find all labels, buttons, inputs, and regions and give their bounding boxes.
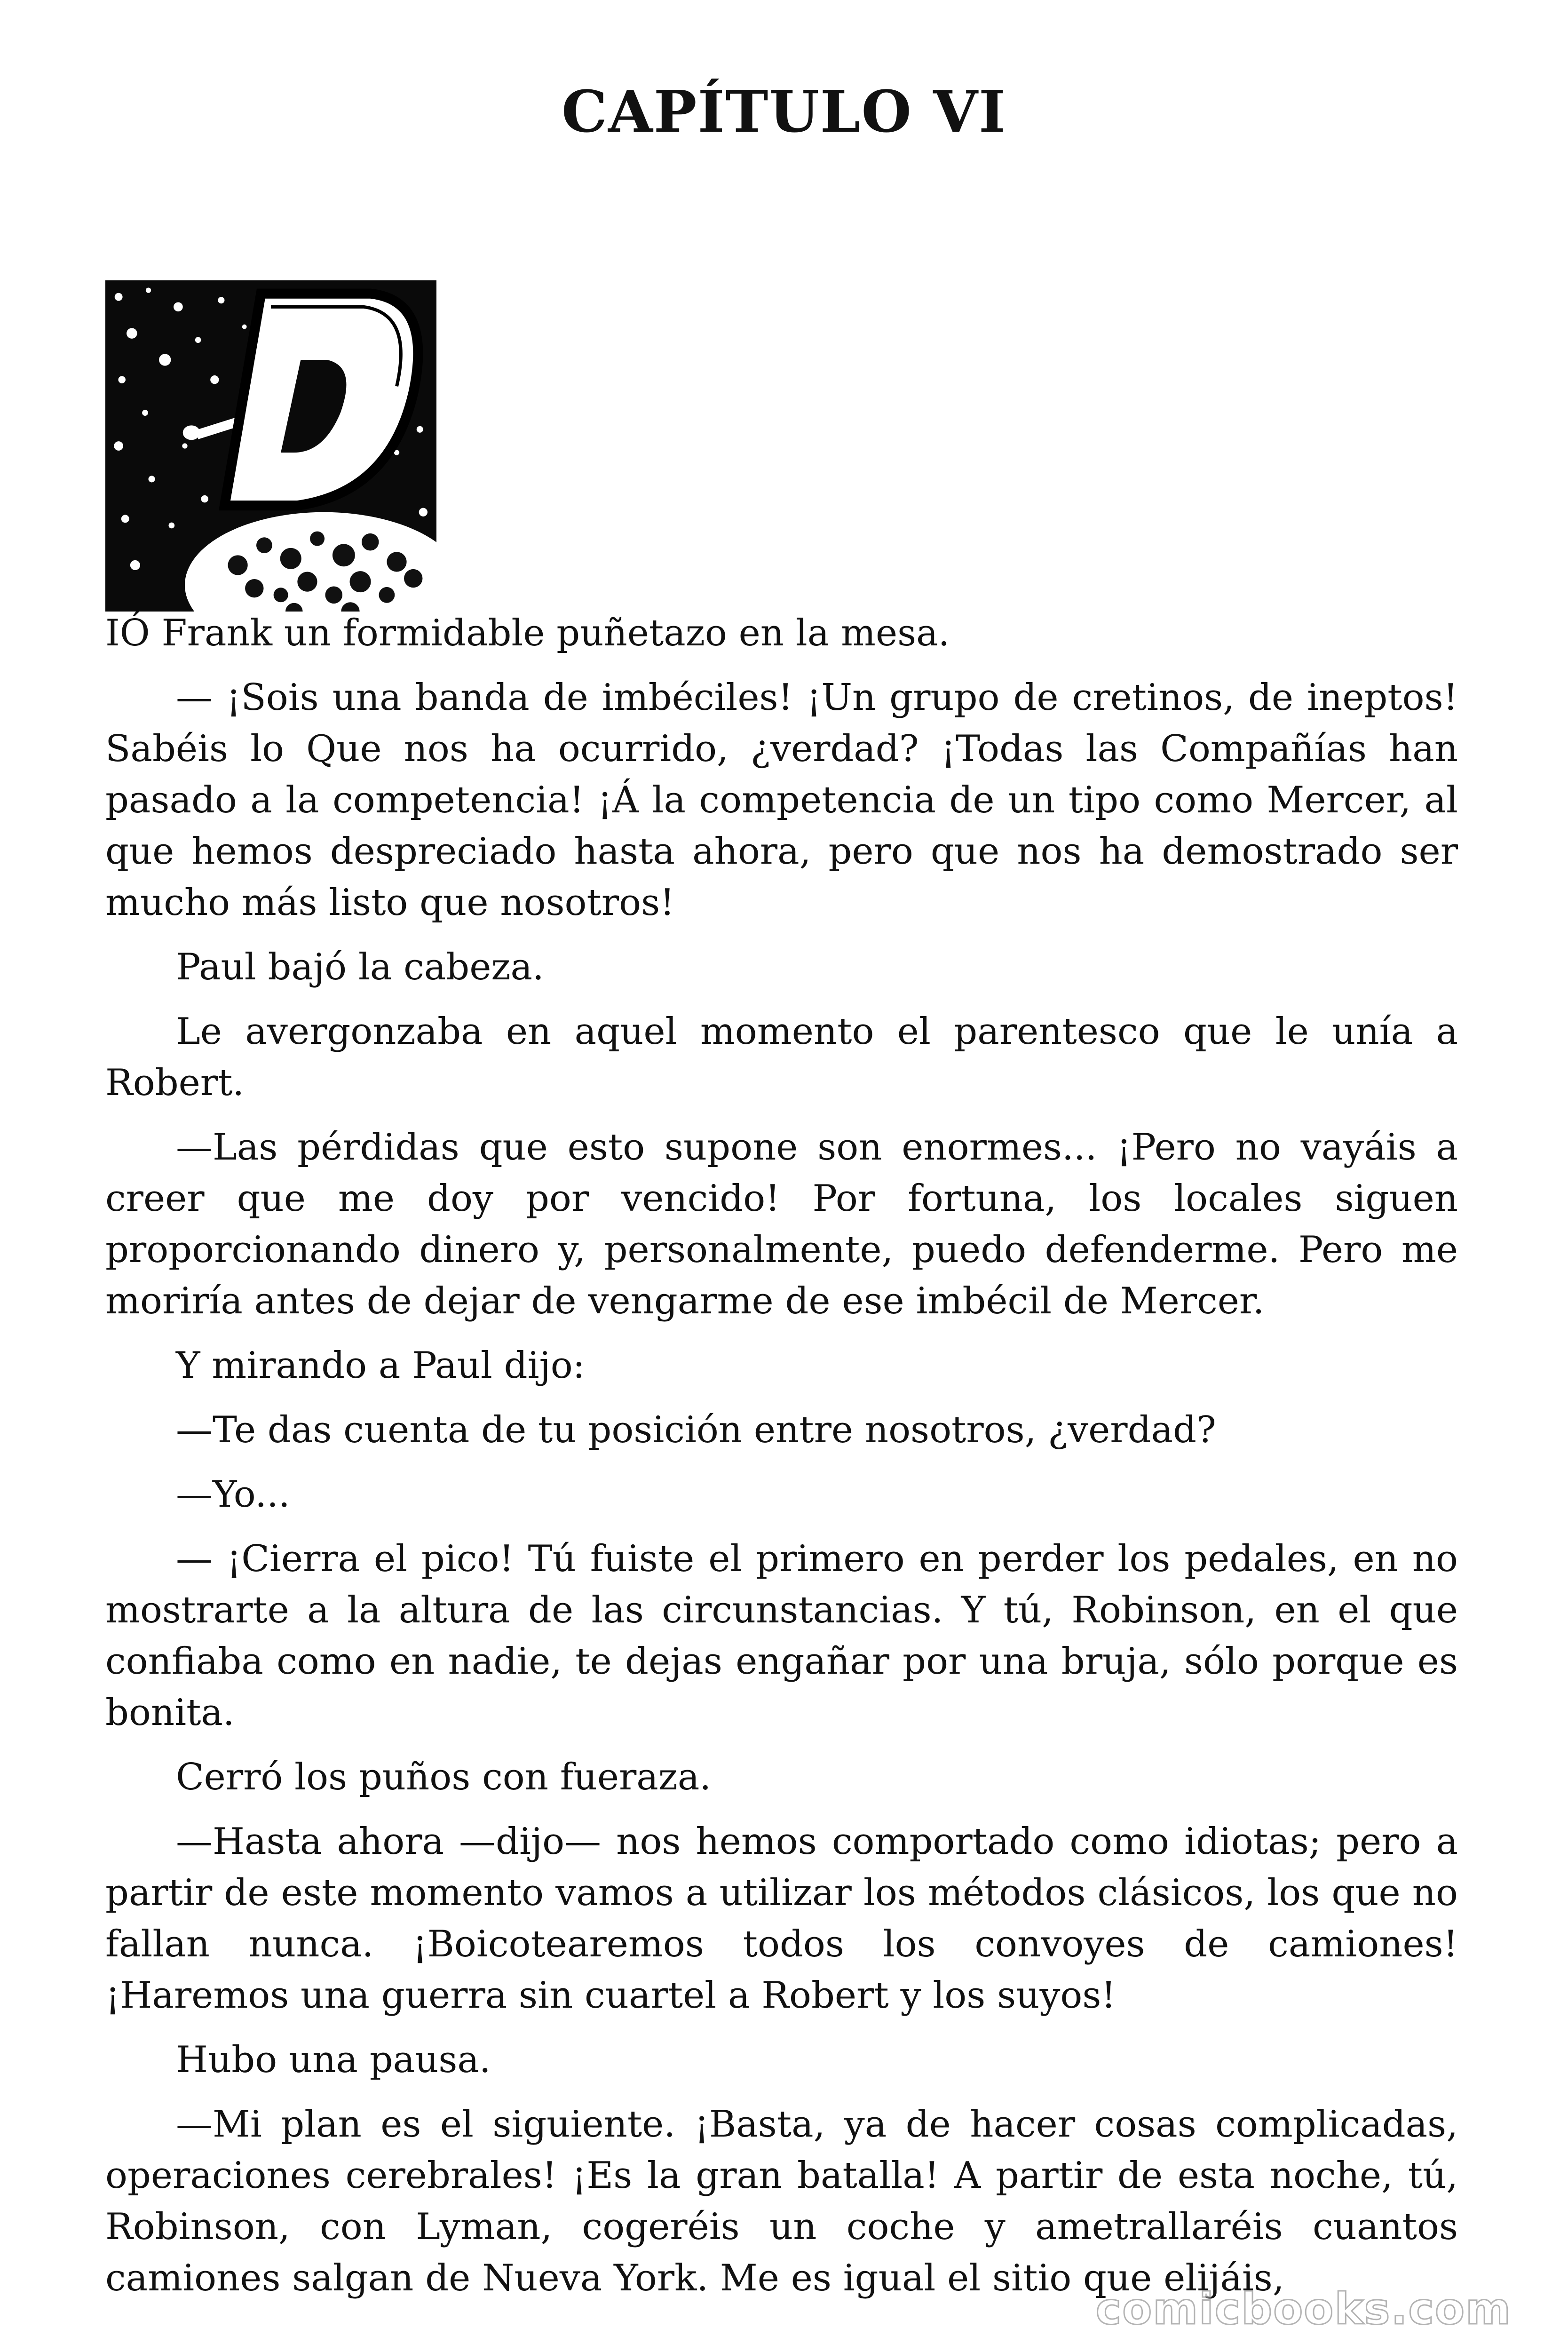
watermark-logo: comicbooks.com — [1095, 2284, 1512, 2334]
paragraph: —Yo... — [176, 1473, 290, 1516]
paragraph: Hubo una pausa. — [176, 2039, 491, 2081]
chapter-body — [105, 608, 1458, 2317]
paragraph: —Mi plan es el siguiente. ¡Basta, ya de hacer cosas complicadas, operaciones cerebrales! ¡Es la gran batalla! A partir de esta noche, tú, Robinson, con Lyman, cogeréis un coche y ametrallaréis cuantos camiones salgan de Nueva York. Me es igual el sitio que elijáis, — [105, 2103, 1458, 2299]
chapter-title: CAPÍTULO VI — [562, 78, 1006, 145]
paragraph: — ¡Cierra el pico! Tú fuiste el primero en perder los pedales, en no mostrarte a la altura de las circunstancias. Y tú, Robinson, en el que confiaba como en nadie, te dejas engañar por una bruja, sólo porque es bonita. — [105, 1538, 1458, 1734]
paragraph: — ¡Sois una banda de imbéciles! ¡Un grupo de cretinos, de ineptos! Sabéis lo Que nos ha ocurrido, ¿verdad? ¡Todas las Compañías han pasado a la competencia! ¡Á la competencia de un tipo como Mercer, al que hemos despreciado hasta ahora, pero que nos ha demostrado ser mucho más listo que nosotros! — [105, 676, 1458, 924]
paragraph: Cerró los puños con fueraza. — [176, 1756, 712, 1798]
paragraph: Le avergonzaba en aquel momento el parentesco que le unía a Robert. — [105, 1010, 1458, 1104]
paragraph: —Te das cuenta de tu posición entre nosotros, ¿verdad? — [176, 1409, 1216, 1451]
paragraph: IÓ Frank un formidable puñetazo en la mesa. — [105, 612, 950, 654]
paragraph: —Las pérdidas que esto supone son enormes... ¡Pero no vayáis a creer que me doy por vencido! Por fortuna, los locales siguen proporcionando dinero y, personalmente, puedo defenderme. Pero me moriría antes de dejar de vengarme de ese imbécil de Mercer. — [105, 1126, 1458, 1322]
paragraph: Y mirando a Paul dijo: — [176, 1344, 585, 1387]
paragraph: Paul bajó la cabeza. — [176, 946, 544, 988]
paragraph: —Hasta ahora —dijo— nos hemos comportado como idiotas; pero a partir de este momento vamos a utilizar los métodos clásicos, los que no fallan nunca. ¡Boicotearemos todos los convoyes de camiones! ¡Haremos una guerra sin cuartel a Robert y los suyos! — [105, 1820, 1458, 2017]
drop-cap-image — [105, 280, 436, 612]
drop-cap-d-space-illustration — [105, 280, 436, 612]
